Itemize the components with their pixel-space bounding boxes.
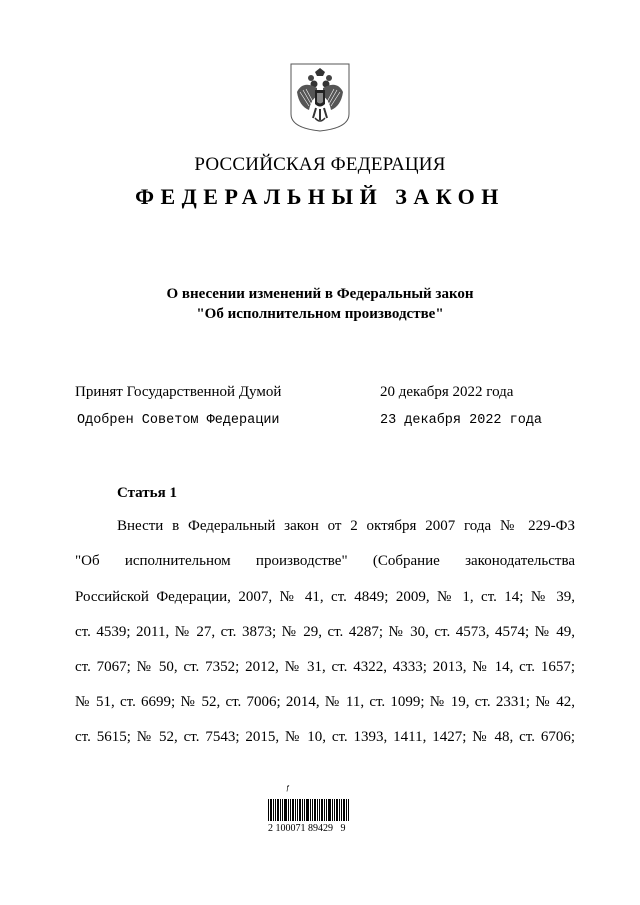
article-text-line: "Об исполнительном производстве" (Собрание законодательства (75, 553, 575, 569)
law-title-line: "Об исполнительном производстве" (196, 306, 444, 322)
barcode-number: 2 100071 89429 9 (268, 823, 346, 834)
document-type-heading: ФЕДЕРАЛЬНЫЙ ЗАКОН (135, 184, 505, 209)
article-text-line: ст. 4539; 2011, № 27, ст. 3873; № 29, ст. 4287; № 30, ст. 4573, 4574; № 49, (75, 624, 575, 640)
adoption-label-duma: Принят Государственной Думой (75, 384, 282, 400)
law-title-line: О внесении изменений в Федеральный закон (166, 286, 474, 302)
russian-coat-of-arms-icon (289, 62, 351, 133)
adoption-date-duma: 20 декабря 2022 года (380, 384, 514, 400)
svg-text:ƒ: ƒ (286, 785, 290, 792)
article-text-line: ст. 7067; № 50, ст. 7352; 2012, № 31, ст. 4322, 4333; 2013, № 14, ст. 1657; (75, 659, 575, 675)
article-heading: Статья 1 (117, 485, 177, 501)
adoption-label-council: Одобрен Советом Федерации (77, 413, 280, 428)
article-text-line: Внести в Федеральный закон от 2 октября 2007 года № 229-ФЗ (117, 518, 575, 534)
article-text-line: № 51, ст. 6699; № 52, ст. 7006; 2014, № 11, ст. 1099; № 19, ст. 2331; № 42, (75, 694, 575, 710)
article-text-line: Российской Федерации, 2007, № 41, ст. 4849; 2009, № 1, ст. 14; № 39, (75, 589, 575, 605)
article-text-line: ст. 5615; № 52, ст. 7543; 2015, № 10, ст. 1393, 1411, 1427; № 48, ст. 6706; (75, 729, 575, 745)
adoption-date-council: 23 декабря 2022 года (380, 413, 543, 428)
law-title (0, 284, 640, 324)
country-heading: РОССИЙСКАЯ ФЕДЕРАЦИЯ (194, 154, 446, 175)
